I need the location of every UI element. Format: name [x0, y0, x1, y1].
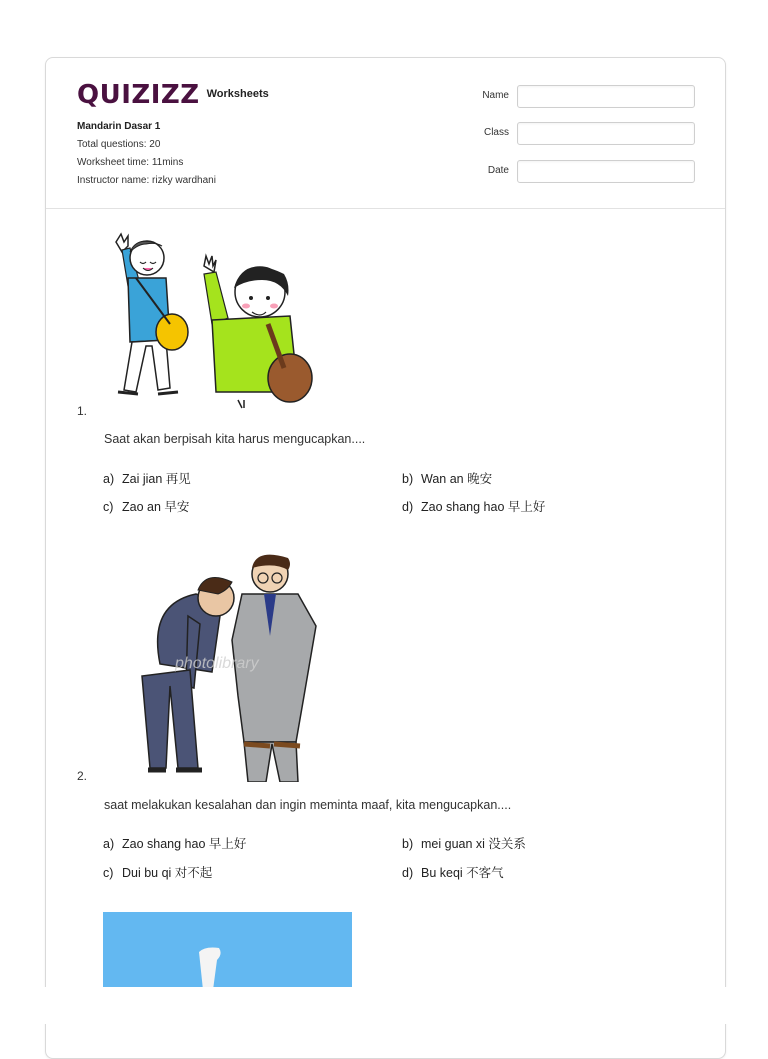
worksheet-meta: [77, 118, 216, 190]
question-2-image: [120, 546, 340, 782]
question-2-option-b: [402, 834, 526, 852]
name-field[interactable]: [517, 85, 695, 108]
waving-boy-1: [116, 234, 188, 394]
date-field[interactable]: [517, 160, 695, 183]
option-text: Dui bu qi 对不起: [122, 866, 213, 880]
worksheet-title: Mandarin Dasar 1: [77, 121, 161, 132]
question-1-option-c: [103, 497, 189, 515]
date-label: Date: [487, 165, 509, 176]
name-label: Name: [482, 90, 509, 101]
logo-product-label: Worksheets: [206, 88, 269, 100]
option-text: Zao shang hao 早上好: [421, 500, 546, 514]
instructor-name: Instructor name: rizky wardhani: [77, 175, 216, 186]
option-letter: b): [402, 472, 414, 486]
question-2-number: 2.: [77, 769, 88, 783]
bowing-businessman: [142, 578, 234, 771]
question-3-image: [103, 912, 352, 987]
option-text: Wan an 晚安: [421, 472, 493, 486]
question-1-option-b: [402, 469, 492, 487]
option-letter: a): [103, 837, 115, 851]
question-1-image: [100, 228, 315, 410]
class-label: Class: [483, 127, 509, 138]
option-letter: a): [103, 472, 115, 486]
option-text: Zao an 早安: [122, 500, 190, 514]
option-letter: b): [402, 837, 414, 851]
worksheet-time: Worksheet time: 11mins: [77, 157, 184, 168]
option-text: mei guan xi 没关系: [421, 837, 526, 851]
option-letter: d): [402, 500, 414, 514]
logo-wordmark: QUIZIZZ: [77, 80, 200, 110]
option-letter: d): [402, 866, 414, 880]
option-text: Zai jian 再见: [122, 472, 191, 486]
class-field[interactable]: [517, 122, 695, 145]
watermark-text: photolibrary: [175, 655, 259, 672]
question-1-number: 1.: [77, 404, 88, 418]
waving-boy-2: [204, 256, 312, 408]
question-2-text: saat melakukan kesalahan dan ingin meminta maaf, kita mengucapkan....: [104, 798, 512, 812]
question-1-option-d: [402, 497, 545, 515]
question-2-option-a: [103, 834, 246, 852]
question-1-option-a: [103, 469, 191, 487]
question-2-option-c: [103, 863, 212, 881]
question-2-option-d: [402, 863, 504, 881]
option-letter: c): [103, 866, 114, 880]
question-1-text: Saat akan berpisah kita harus mengucapkan....: [104, 432, 366, 446]
option-letter: c): [103, 500, 114, 514]
quizizz-logo: [77, 80, 269, 110]
page-bottom-mask: [0, 987, 768, 1024]
option-text: Bu keqi 不客气: [421, 866, 504, 880]
option-text: Zao shang hao 早上好: [122, 837, 247, 851]
total-questions: Total questions: 20: [77, 139, 161, 150]
worksheet-header: [46, 58, 725, 209]
